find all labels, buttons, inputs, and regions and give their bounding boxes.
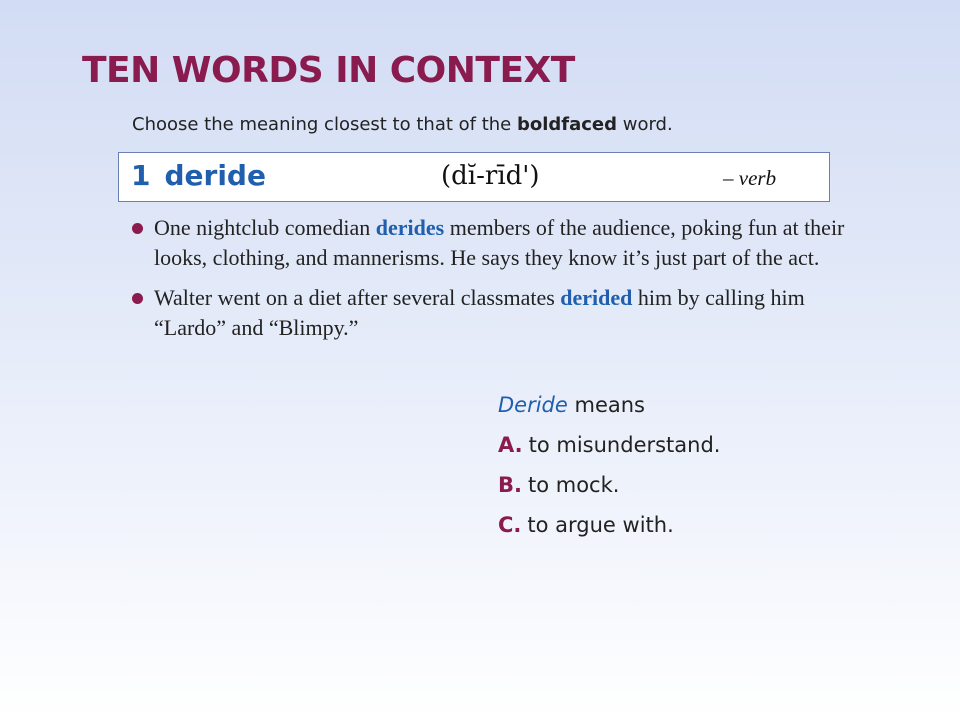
- word-heading: [131, 159, 266, 192]
- example-text-after: him by calling him “Lardo” and “Blimpy.”: [154, 285, 805, 340]
- example-text-before: Walter went on a diet after several classmates: [154, 285, 561, 310]
- word-term: deride: [164, 159, 266, 192]
- choice-b[interactable]: [498, 470, 720, 510]
- choice-letter: C.: [498, 513, 522, 537]
- bullet-icon: [132, 223, 143, 234]
- word-number: 1: [131, 159, 151, 192]
- example-sentence-2: [132, 283, 872, 343]
- example-text-before: One nightclub comedian: [154, 215, 376, 240]
- instructions-bold: boldfaced: [516, 114, 618, 135]
- choice-text: to argue with.: [527, 513, 674, 537]
- bullet-icon: [132, 293, 143, 304]
- example-text-after: members of the audience, poking fun at their looks, clothing, and mannerisms. He says they know it’s just part of the act.: [154, 215, 845, 270]
- example-highlight-word: derided: [560, 285, 633, 310]
- choice-c[interactable]: [498, 510, 720, 550]
- word-part-of-speech: – verb: [723, 166, 777, 190]
- answer-block: [498, 390, 720, 550]
- page-title: TEN WORDS IN CONTEXT: [82, 50, 575, 91]
- example-highlight-word: derides: [375, 215, 445, 240]
- instructions: [132, 114, 673, 135]
- word-header-box: [118, 152, 830, 202]
- choice-a[interactable]: [498, 430, 720, 470]
- choice-text: to misunderstand.: [528, 433, 721, 457]
- instructions-suffix: word.: [617, 114, 673, 135]
- choice-text: to mock.: [527, 473, 620, 497]
- question-stem: [498, 390, 720, 430]
- instructions-prefix: Choose the meaning closest to that of the: [132, 114, 517, 135]
- choice-letter: B.: [498, 473, 522, 497]
- question-word: Deride: [498, 393, 568, 417]
- example-sentence-1: [132, 213, 872, 273]
- example-sentences: [132, 213, 872, 353]
- question-text: means: [567, 393, 645, 417]
- choice-letter: A.: [498, 433, 523, 457]
- word-pronunciation: (dĭ-rīd'): [441, 161, 540, 191]
